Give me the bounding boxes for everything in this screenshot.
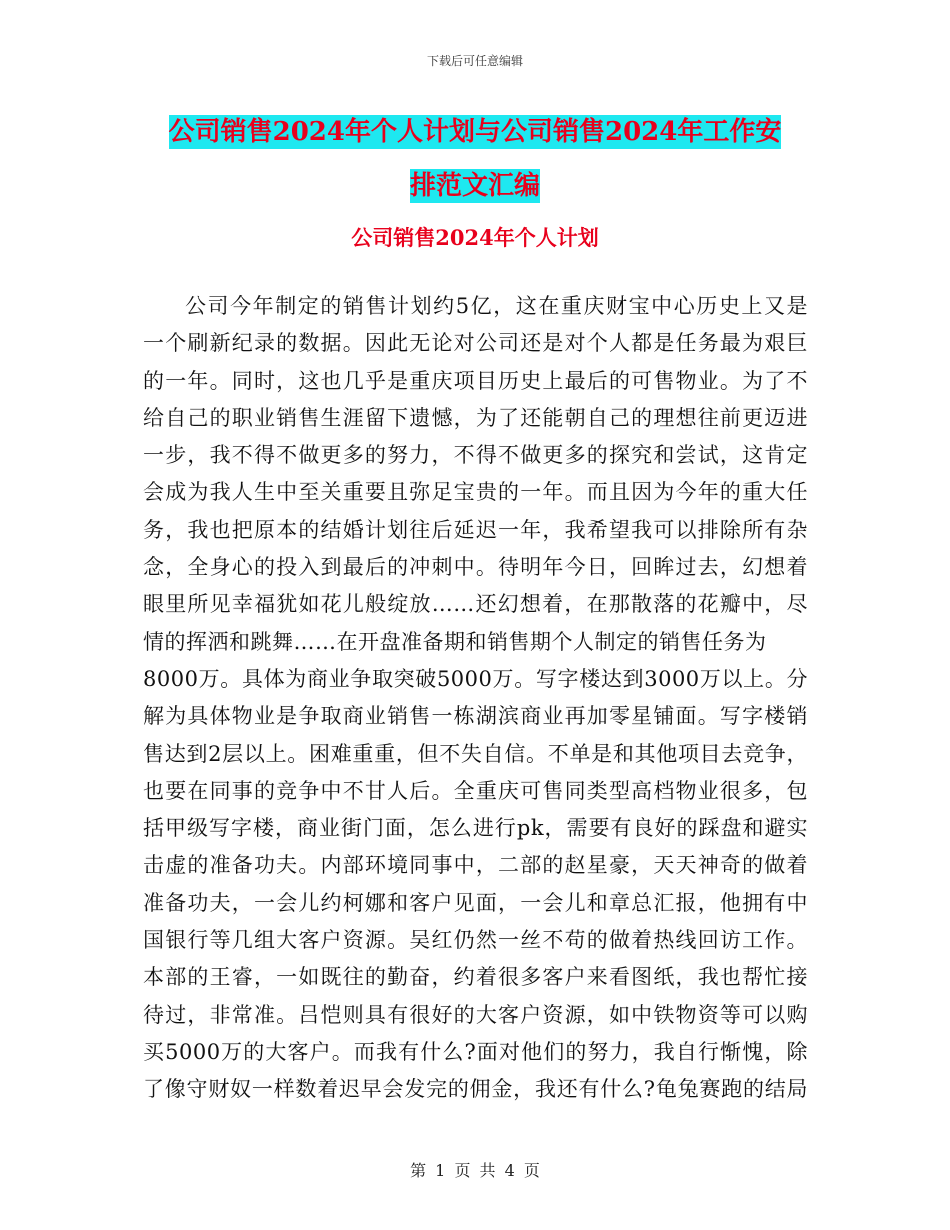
body-line: 解为具体物业是争取商业销售一栋湖滨商业再加零星铺面。写字楼销 <box>143 704 808 729</box>
header-note: 下载后可任意编辑 <box>426 54 523 68</box>
body-line: 买5000万的大客户。而我有什么?面对他们的努力，我自行惭愧，除 <box>143 1039 808 1064</box>
body-line: 眼里所见幸福犹如花儿般绽放……还幻想着，在那散落的花瓣中，尽 <box>143 592 808 617</box>
body-line: 念，全身心的投入到最后的冲刺中。待明年今日，回眸过去，幻想着 <box>143 555 808 580</box>
body-line: 给自己的职业销售生涯留下遗憾，为了还能朝自己的理想往前更迈进 <box>143 405 808 430</box>
body-line: 准备功夫，一会儿约柯娜和客户见面，一会儿和章总汇报，他拥有中 <box>143 890 808 915</box>
body-line: 本部的王睿，一如既往的勤奋，约着很多客户来看图纸，我也帮忙接 <box>143 965 808 990</box>
body-line: 击虚的准备功夫。内部环境同事中，二部的赵星豪，天天神奇的做着 <box>143 853 808 878</box>
body-line: 售达到2层以上。困难重重，但不失自信。不单是和其他项目去竞争， <box>143 741 808 766</box>
body-line: 一个刷新纪录的数据。因此无论对公司还是对个人都是任务最为艰巨 <box>143 331 808 356</box>
document-title-line-1: 公司销售2024年个人计划与公司销售2024年工作安 <box>168 117 782 147</box>
body-line: 括甲级写字楼，商业街门面，怎么进行pk，需要有良好的踩盘和避实 <box>143 816 808 841</box>
body-line: 待过，非常准。吕恺则具有很好的大客户资源，如中铁物资等可以购 <box>143 1002 808 1027</box>
body-line: 情的挥洒和跳舞……在开盘准备期和销售期个人制定的销售任务为 <box>143 629 767 654</box>
body-line: 一步，我不得不做更多的努力，不得不做更多的探究和尝试，这肯定 <box>143 443 808 468</box>
body-line: 会成为我人生中至关重要且弥足宝贵的一年。而且因为今年的重大任 <box>143 480 808 505</box>
body-line: 国银行等几组大客户资源。吴红仍然一丝不苟的做着热线回访工作。 <box>143 928 808 953</box>
body-line: 8000万。具体为商业争取突破5000万。写字楼达到3000万以上。分 <box>143 666 808 691</box>
body-paragraph <box>143 288 808 1109</box>
body-line: 公司今年制定的销售计划约5亿，这在重庆财宝中心历史上又是 <box>185 294 808 318</box>
document-title <box>0 105 950 213</box>
document-title-line-2: 排范文汇编 <box>409 171 540 201</box>
body-line: 也要在同事的竞争中不甘人后。全重庆可售同类型高档物业很多，包 <box>143 778 808 803</box>
body-line: 了像守财奴一样数着迟早会发完的佣金，我还有什么?龟兔赛跑的结局 <box>143 1077 808 1102</box>
body-line: 务，我也把原本的结婚计划往后延迟一年，我希望我可以排除所有杂 <box>143 517 808 542</box>
page-footer: 第 1 页 共 4 页 <box>410 1161 540 1180</box>
section-title: 公司销售2024年个人计划 <box>351 225 599 250</box>
body-line: 的一年。同时，这也几乎是重庆项目历史上最后的可售物业。为了不 <box>143 368 808 393</box>
